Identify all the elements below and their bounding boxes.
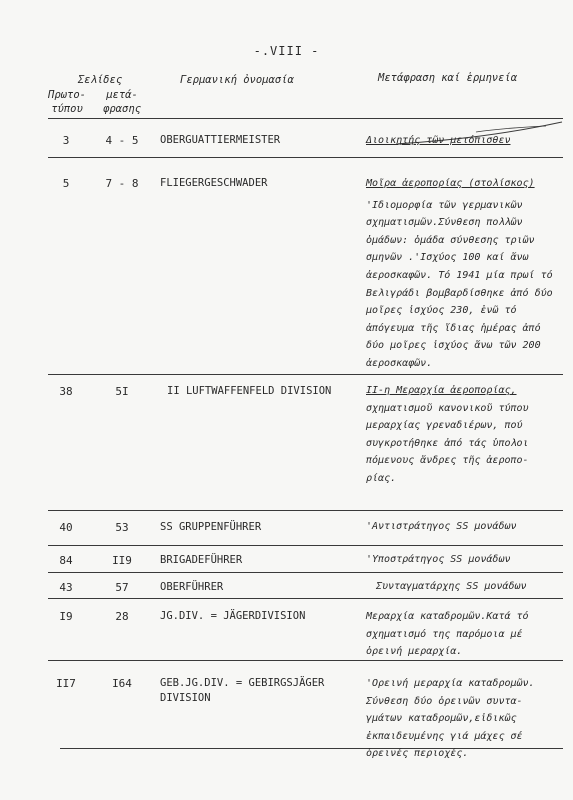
greek-translation	[366, 132, 566, 150]
greek-title: 'Ορεινή μεραρχία καταδρομῶν. Σύνθεση δύο ὀρεινῶν συντα- γμάτων καταδρομῶν,εἰδικῶς ἐκπαιδευμένης γιά μάχες σέ ὀρεινές περιοχές.	[366, 678, 535, 760]
translation-page: 5I	[115, 385, 129, 398]
german-term: BRIGADEFÜHRER	[160, 554, 243, 566]
greek-title: Συνταγματάρχης SS μονάδων	[376, 581, 527, 592]
row-divider	[48, 157, 563, 158]
german-term: JG.DIV. = JÄGERDIVISION	[160, 610, 306, 622]
greek-title: Μεραρχία καταδρομῶν.Κατά τό σχηματισμό της παρόμοια μέ ὀρεινή μεραρχία.	[366, 611, 529, 658]
translation-page: 7 - 8	[105, 177, 139, 190]
original-page: 5	[62, 177, 70, 190]
greek-description: σχηματισμοῦ κανονικοῦ τύπου μεραρχίας γρεναδιέρων, πού συγκροτήθηκε ἀπό τάς ὑπολοι πόμενους ἄνδρες τῆς ἀεροπο- ρίας.	[366, 402, 529, 484]
header-translation: μετά- φρασης	[103, 89, 141, 115]
translation-page: II9	[112, 554, 132, 567]
original-page: II7	[56, 677, 76, 690]
original-page: 40	[59, 521, 73, 534]
german-term: SS GRUPPENFÜHRER	[160, 521, 262, 533]
row-divider	[48, 545, 563, 546]
translation-page: 28	[115, 610, 129, 623]
row-divider	[48, 572, 563, 573]
greek-title: 'Υποστράτηγος SS μονάδων	[366, 554, 511, 565]
header-greek-translation: Μετάφραση καί ἑρμηνεία	[378, 72, 518, 84]
original-page: 84	[59, 554, 73, 567]
translation-page: I64	[112, 677, 132, 690]
greek-translation	[366, 518, 566, 536]
greek-title: 'Αντιστράτηγος SS μονάδων	[366, 521, 517, 532]
greek-description: 'Ιδιομορφία τῶν γερμανικῶν σχηματισμῶν.Σύνθεση πολλῶν ὁμάδων: ὁμάδα σύνθεσης τριῶν σμηνῶν .'Ισχύος 100 καί ἄνω ἀεροσκαφῶν. Τό 1941 μία πρωί τό Βελιγράδι βομβαρδίσθηκε ἀπό δύο μοῖρες ἰσχύος 230, ἐνῶ τό ἀπόγευμα τῆς ἴδιας ἡμέρας ἀπό δύο μοῖρες ἰσχύος ἄνω τῶν 200 ἀεροσκαφῶν.	[366, 199, 553, 369]
greek-title: Μοῖρα ἀεροπορίας (στολίσκος)	[366, 178, 535, 189]
original-page: 3	[62, 134, 70, 147]
greek-title: II-η Μεραρχία ἀεροπορίας,	[366, 385, 517, 396]
greek-translation	[366, 608, 564, 661]
translation-page: 57	[115, 581, 129, 594]
row-divider	[48, 510, 563, 511]
german-term: II LUFTWAFFENFELD DIVISION	[167, 385, 332, 397]
german-term: OBERFÜHRER	[160, 581, 224, 593]
page-number: -.VIII -	[253, 44, 320, 58]
greek-title: Διοικητής τῶν μετόπισθεν	[366, 135, 511, 146]
row-divider	[48, 598, 563, 599]
german-term: GEB.JG.DIV. = GEBIRGSJÄGER DIVISION	[160, 677, 325, 704]
greek-translation	[366, 175, 562, 373]
greek-translation	[366, 551, 566, 569]
original-page: 38	[59, 385, 73, 398]
greek-translation	[366, 382, 562, 488]
translation-page: 4 - 5	[105, 134, 139, 147]
german-term: FLIEGERGESCHWADER	[160, 177, 268, 189]
translation-page: 53	[115, 521, 129, 534]
header-pages: Σελίδες	[77, 74, 123, 86]
row-divider	[48, 118, 563, 119]
german-term: OBERGUATTIERMEISTER	[160, 134, 281, 146]
greek-translation	[366, 675, 564, 763]
original-page: 43	[59, 581, 73, 594]
greek-translation	[376, 578, 573, 596]
original-page: I9	[59, 610, 73, 623]
header-german-name: Γερμανική ὀνομασία	[180, 74, 294, 86]
row-divider	[48, 374, 563, 375]
header-original: Πρωτο- τύπου	[48, 89, 86, 115]
